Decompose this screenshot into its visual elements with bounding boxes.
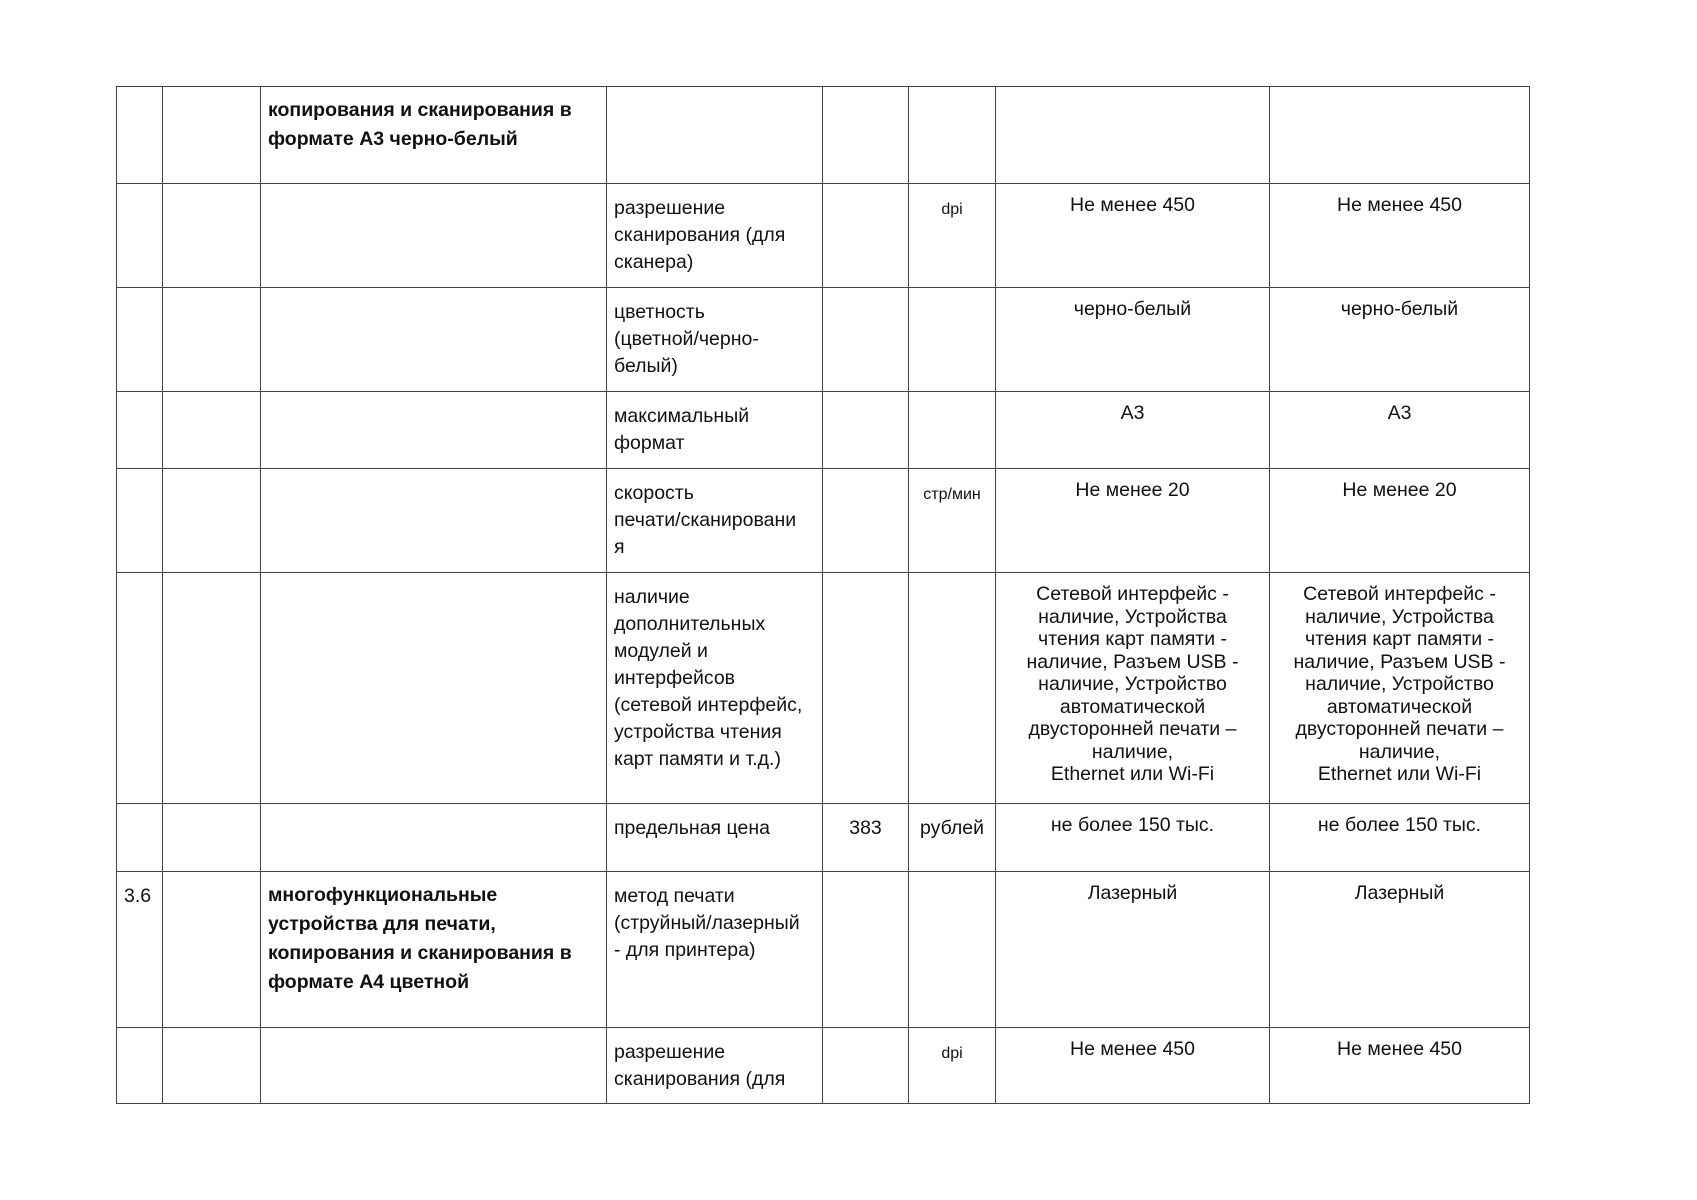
table-row (117, 184, 1530, 288)
characteristic (607, 87, 822, 104)
unit (909, 87, 995, 105)
okei-code (823, 184, 908, 201)
row-number (117, 87, 162, 104)
table-row (117, 288, 1530, 392)
okpd-code (163, 872, 260, 889)
okei-code (823, 288, 908, 305)
value-column-2: Не менее 20 (1342, 479, 1457, 501)
value-column-2: Лазерный (1354, 882, 1445, 904)
value-column-2: Не менее 450 (1336, 1038, 1462, 1060)
item-name (261, 573, 606, 588)
item-name (261, 392, 606, 407)
okpd-code (163, 392, 260, 409)
okpd-code (163, 87, 260, 104)
characteristic: цветность (цветной/черно- белый) (614, 301, 759, 377)
row-number (117, 469, 162, 486)
table-row (117, 87, 1530, 184)
characteristic: разрешение сканирования (для (614, 1041, 786, 1090)
characteristic: скорость печати/сканировани я (614, 482, 797, 558)
okpd-code (163, 573, 260, 590)
okei-code: 383 (849, 817, 882, 839)
characteristic: разрешение сканирования (для сканера) (614, 197, 786, 273)
row-number (117, 288, 162, 305)
okei-code (823, 469, 908, 486)
okpd-code (163, 184, 260, 201)
okei-code (823, 1028, 908, 1045)
characteristic: наличие дополнительных модулей и интерфейсов (сетевой интерфейс, устройства чтения карт памяти и т.д.) (614, 586, 803, 770)
item-name: копирования и сканирования в формате А3 черно-белый (268, 99, 572, 150)
okpd-code (163, 804, 260, 821)
table-row (117, 392, 1530, 469)
item-name (261, 804, 606, 819)
okei-code (823, 87, 908, 104)
value-column-1: черно-белый (1073, 298, 1192, 320)
unit: стр/мин (923, 486, 981, 503)
okpd-code (163, 1028, 260, 1045)
value-column-1: А3 (1120, 402, 1145, 424)
specification-table (116, 86, 1530, 1104)
characteristic: предельная цена (614, 817, 770, 839)
item-name: многофункциональные устройства для печати, копирования и сканирования в формате А4 цветной (268, 884, 572, 993)
value-column-1: Не менее 450 (1069, 194, 1195, 216)
row-number (117, 184, 162, 201)
value-column-1: Сетевой интерфейс - наличие, Устройства чтения карт памяти - наличие, Разъем USB - наличие, Устройство автоматической двусторонней печати – наличие, Ethernet или Wi-Fi (1026, 583, 1239, 785)
value-column-1: Не менее 20 (1075, 479, 1190, 501)
unit: dpi (941, 1045, 963, 1062)
okpd-code (163, 469, 260, 486)
characteristic: максимальный формат (614, 405, 750, 454)
item-name (261, 1028, 606, 1043)
value-column-2: Не менее 450 (1336, 194, 1462, 216)
value-column-2: Сетевой интерфейс - наличие, Устройства чтения карт памяти - наличие, Разъем USB - наличие, Устройство автоматической двусторонней печати – наличие, Ethernet или Wi-Fi (1293, 583, 1506, 785)
item-name (261, 184, 606, 199)
characteristic: метод печати (струйный/лазерный - для принтера) (614, 885, 800, 961)
value-column-2: не более 150 тыс. (1317, 814, 1482, 836)
value-column-1: Лазерный (1087, 882, 1178, 904)
table-row (117, 469, 1530, 573)
okei-code (823, 573, 908, 590)
value-column-1: не более 150 тыс. (1050, 814, 1215, 836)
row-number (117, 804, 162, 821)
table-row (117, 573, 1530, 804)
table-row (117, 872, 1530, 1028)
value-column-1 (996, 87, 1269, 103)
value-column-2 (1270, 87, 1529, 103)
unit (909, 392, 995, 410)
unit (909, 573, 995, 591)
row-number (117, 573, 162, 590)
row-number: 3.6 (124, 885, 152, 907)
unit: dpi (941, 201, 963, 218)
row-number (117, 392, 162, 409)
unit: рублей (919, 817, 984, 839)
unit (909, 872, 995, 890)
table-row (117, 1028, 1530, 1104)
item-name (261, 288, 606, 303)
okpd-code (163, 288, 260, 305)
value-column-1: Не менее 450 (1069, 1038, 1195, 1060)
row-number (117, 1028, 162, 1045)
unit (909, 288, 995, 306)
table-row (117, 804, 1530, 872)
okei-code (823, 872, 908, 889)
item-name (261, 469, 606, 484)
value-column-2: А3 (1387, 402, 1412, 424)
okei-code (823, 392, 908, 409)
value-column-2: черно-белый (1340, 298, 1459, 320)
